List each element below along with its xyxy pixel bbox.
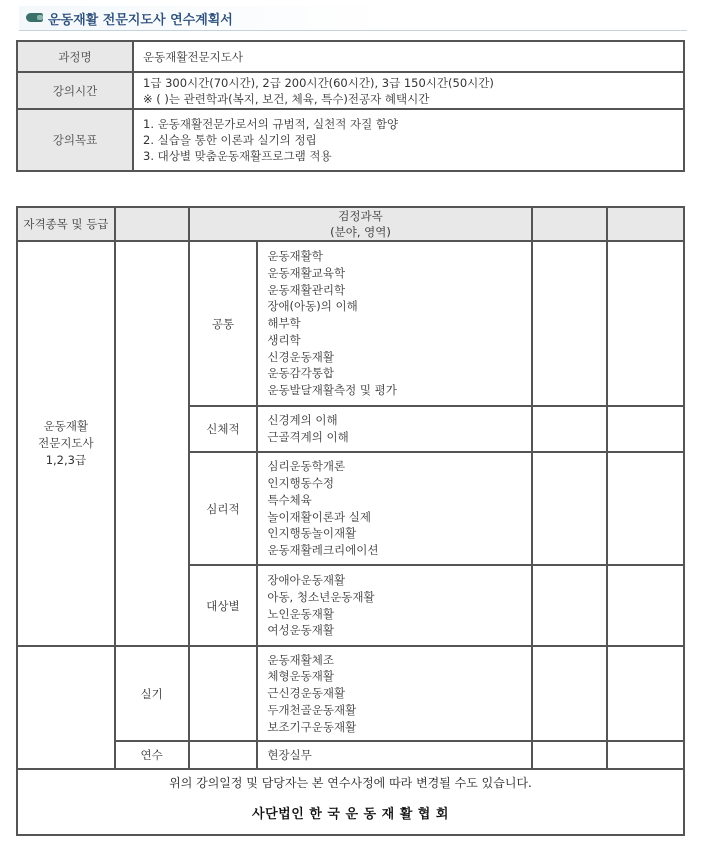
qualification-line: 운동재활 (43, 419, 89, 433)
subject-item: 체형운동재활 (267, 669, 334, 684)
subjects-header-line2: (분야, 영역) (330, 225, 391, 239)
bullet-icon (26, 13, 43, 22)
subject-item: 운동재활학 (267, 248, 323, 263)
subject-item: 장애(아동)의 이해 (267, 299, 358, 314)
qualification-line: 1,2,3급 (45, 453, 87, 467)
subject-item: 근골격계의 이해 (267, 430, 349, 444)
blank-cell (189, 741, 258, 769)
curriculum-header-row (17, 207, 684, 241)
subject-item: 인지행동놀이재활 (267, 526, 357, 541)
overview-row-hours (17, 72, 684, 109)
footer-cell (17, 769, 684, 835)
training-row (17, 741, 684, 769)
overview-row-course (17, 41, 684, 72)
blank-cell (607, 241, 684, 406)
lecture-hours-value (133, 72, 684, 109)
subject-item: 운동재활레크리에이션 (267, 543, 379, 558)
target-subjects (257, 565, 532, 646)
blank-header-cell (115, 207, 189, 241)
subject-item: 운동발달재활측정 및 평가 (267, 383, 397, 398)
blank-cell (532, 741, 607, 769)
practical-label: 실기 (115, 646, 189, 741)
blank-cell (607, 406, 684, 452)
course-name-value (133, 41, 684, 72)
subject-item: 노인운동재활 (267, 606, 334, 621)
blank-qual-cell (17, 646, 115, 769)
subject-item: 해부학 (267, 316, 301, 331)
psychological-subjects (257, 452, 532, 565)
theory-blank-cell (115, 241, 189, 646)
subject-item: 심리운동학개론 (267, 459, 346, 474)
lecture-hours-line: 1급 300시간(70시간), 2급 200시간(60시간), 3급 150시간(50시간) (143, 75, 494, 90)
physical-subjects (257, 406, 532, 452)
practical-subjects (257, 646, 532, 741)
curriculum-table (16, 206, 685, 836)
common-subjects (257, 241, 532, 406)
training-subjects (257, 741, 532, 769)
common-label: 공통 (189, 241, 258, 406)
training-label: 연수 (115, 741, 189, 769)
qualification-line: 전문지도사 (38, 436, 94, 450)
subject-item: 운동재활관리학 (267, 282, 346, 297)
lecture-goals-label: 강의목표 (17, 109, 133, 171)
blank-header-cell (607, 207, 684, 241)
qualification-cell (17, 241, 115, 646)
blank-cell (607, 741, 684, 769)
blank-cell (532, 565, 607, 646)
goal-item: 3. 대상별 맞춤운동재활프로그램 적용 (143, 149, 332, 163)
course-name-text: 운동재활전문지도사 (143, 49, 243, 64)
lecture-hours-note: ※ ( )는 관련학과(복지, 보건, 체육, 특수)전공자 혜택시간 (143, 91, 430, 106)
footer-note: 위의 강의일정 및 담당자는 본 연수사정에 따라 변경될 수도 있습니다. (169, 776, 532, 790)
subjects-header-line1: 검정과목 (338, 209, 383, 223)
qualification-header: 자격종목 및 등급 (17, 207, 115, 241)
physical-label: 신체적 (189, 406, 258, 452)
lecture-goals-value (133, 109, 684, 171)
blank-cell (607, 646, 684, 741)
subject-item: 보조기구운동재활 (267, 719, 357, 734)
goal-item: 2. 실습을 통한 이론과 실기의 정립 (143, 133, 317, 147)
subject-item: 신경계의 이해 (267, 413, 338, 428)
blank-cell (532, 406, 607, 452)
subject-item: 여성운동재활 (267, 623, 334, 638)
subject-item: 신경운동재활 (267, 349, 334, 364)
blank-cell (189, 646, 258, 741)
subject-item: 운동재활체조 (267, 652, 334, 667)
subject-item: 특수체육 (267, 492, 312, 507)
subject-item: 근신경운동재활 (267, 686, 346, 701)
subject-item: 운동재활교육학 (267, 265, 346, 280)
common-row (17, 241, 684, 406)
blank-cell (532, 646, 607, 741)
subject-item: 놀이재활이론과 실제 (267, 509, 371, 524)
course-name-label: 과정명 (17, 41, 133, 72)
overview-row-goals (17, 109, 684, 171)
subject-item: 아동, 청소년운동재활 (267, 589, 375, 604)
subject-item: 두개천골운동재활 (267, 702, 357, 717)
subject-item: 인지행동수정 (267, 475, 334, 490)
page-title: 운동재활 전문지도사 연수계획서 (48, 13, 233, 28)
subject-item: 생리학 (267, 332, 301, 347)
blank-cell (607, 565, 684, 646)
overview-table (16, 40, 685, 172)
goal-item: 1. 운동재활전문가로서의 규범적, 실천적 자질 함양 (143, 117, 399, 131)
blank-cell (607, 452, 684, 565)
organization-name: 사단법인 한 국 운 동 재 활 협 회 (252, 807, 449, 822)
practical-row (17, 646, 684, 741)
section-header (19, 6, 687, 31)
psychological-label: 심리적 (189, 452, 258, 565)
blank-header-cell (532, 207, 607, 241)
target-label: 대상별 (189, 565, 258, 646)
lecture-hours-label: 강의시간 (17, 72, 133, 109)
blank-cell (532, 241, 607, 406)
subject-item: 장애아운동재활 (267, 572, 346, 587)
subject-item: 현장실무 (267, 747, 312, 762)
footer-row (17, 769, 684, 835)
subjects-header (189, 207, 533, 241)
subject-item: 운동감각통합 (267, 366, 334, 381)
blank-cell (532, 452, 607, 565)
